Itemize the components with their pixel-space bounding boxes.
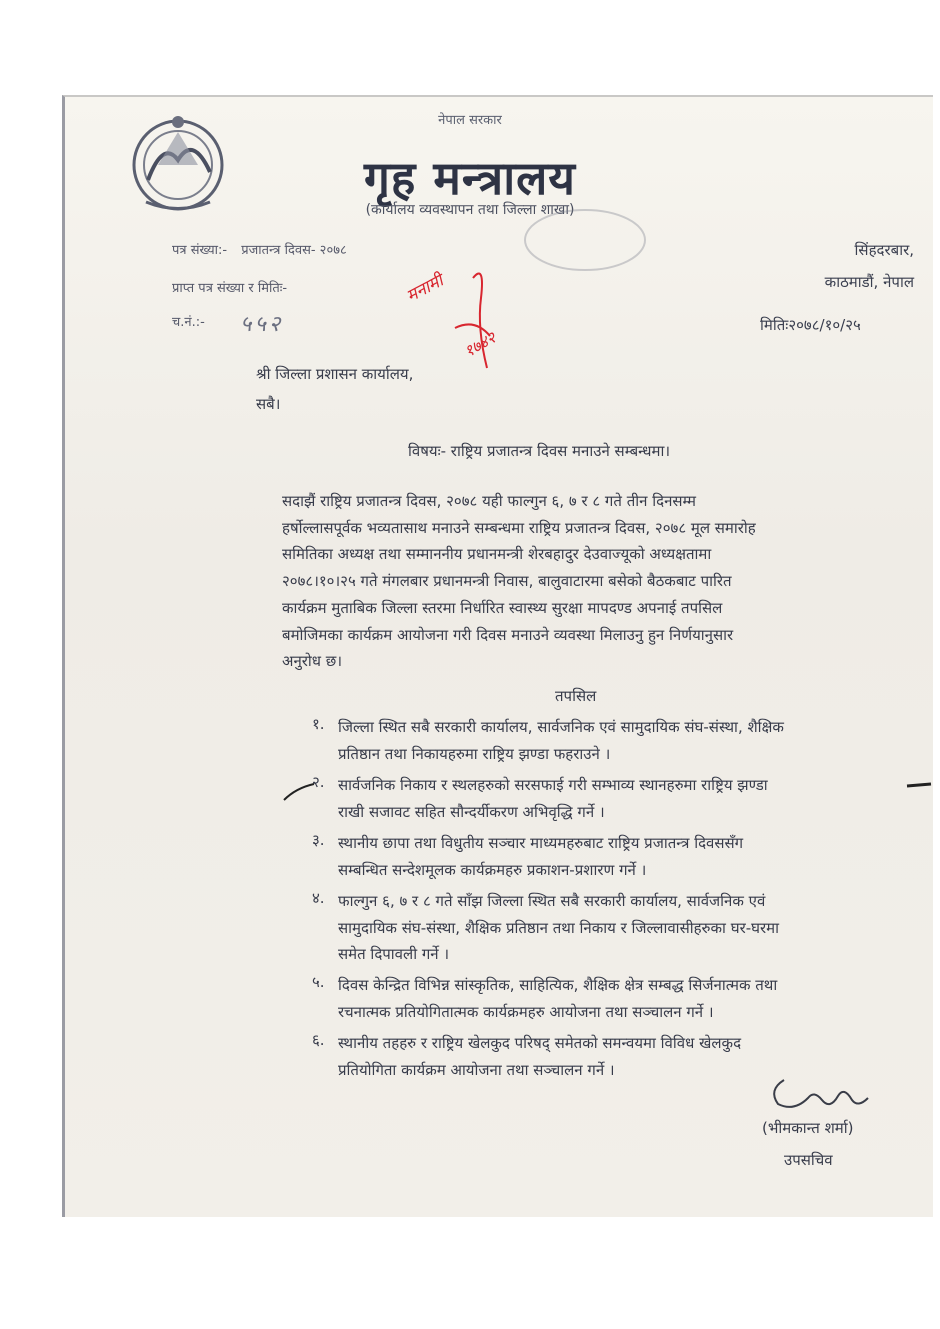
item-line: सामुदायिक संघ-संस्था, शैक्षिक प्रतिष्ठान तथा निकाय र जिल्लावासीहरुका घर-घरमा: [338, 918, 779, 937]
branch-name: (कार्यालय व्यवस्थापन तथा जिल्ला शाखा): [365, 202, 575, 218]
item-line: प्रतियोगिता कार्यक्रम आयोजना तथा सञ्चालन गर्ने ।: [338, 1060, 615, 1079]
item-line: जिल्ला स्थित सबै सरकारी कार्यालय, सार्वजनिक एवं सामुदायिक संघ-संस्था, शैक्षिक: [338, 718, 784, 736]
received-letter-label: प्राप्त पत्र संख्या र मितिः-: [172, 281, 288, 296]
red-note-word: मनामी: [403, 270, 447, 307]
item-line: प्रतिष्ठान तथा निकायहरुमा राष्ट्रिय झण्डा फहराउने ।: [338, 744, 611, 763]
address-line-2: काठमाडौं, नेपाल: [824, 273, 914, 291]
letter-date: मितिः२०७८/१०/२५: [760, 316, 861, 334]
government-name: नेपाल सरकार: [438, 113, 502, 128]
item-number: २.: [312, 773, 325, 791]
item-line: सार्वजनिक निकाय र स्थलहरुको सरसफाई गरी सम्भाव्य स्थानहरुमा राष्ट्रिय झण्डा: [338, 776, 768, 794]
item-number: ५.: [312, 973, 325, 991]
item-line: स्थानीय तहहरु र राष्ट्रिय खेलकुद परिषद् समेतको समन्वयमा विविध खेलकुद: [338, 1034, 742, 1052]
item-line: फाल्गुन ६, ७ र ८ गते साँझ जिल्ला स्थित सबै सरकारी कार्यालय, सार्वजनिक एवं: [338, 892, 766, 910]
list-item: [312, 888, 912, 968]
body-line: अनुरोध छ।: [282, 652, 342, 671]
item-line: राखी सजावट सहित सौन्दर्यीकरण अभिवृद्धि गर्ने ।: [338, 802, 605, 821]
recipient-line-1: श्री जिल्ला प्रशासन कार्यालय,: [256, 365, 414, 383]
item-number: ३.: [312, 831, 325, 849]
item-number: १.: [312, 715, 325, 733]
letter-subject: विषयः- राष्ट्रिय प्रजातन्त्र दिवस मनाउने सम्बन्धमा।: [408, 442, 671, 460]
ministry-title: गृह मन्त्रालय: [364, 151, 576, 205]
list-item: [312, 972, 912, 1026]
letter-number-value: प्रजातन्त्र दिवस- २०७८: [241, 243, 347, 258]
list-item: [312, 714, 912, 768]
item-line: दिवस केन्द्रित विभिन्न सांस्कृतिक, साहित्यिक, शैक्षिक क्षेत्र सम्बद्ध सिर्जनात्मक तथा: [338, 976, 778, 994]
dispatch-number: ५५२: [240, 312, 284, 337]
item-line: रचनात्मक प्रतियोगितात्मक कार्यक्रमहरु आयोजना तथा सञ्चालन गर्ने ।: [338, 1002, 714, 1021]
body-line: सदाझैं राष्ट्रिय प्रजातन्त्र दिवस, २०७८ यही फाल्गुन ६, ७ र ८ गते तीन दिनसम्म: [282, 492, 696, 510]
item-line: समेत दिपावली गर्ने ।: [338, 945, 450, 963]
pen-mark-icon: [905, 778, 935, 792]
pen-mark-icon: [282, 780, 318, 804]
letter-number-label: पत्र संख्या:-: [172, 243, 228, 258]
tapasil-heading: तपसिल: [555, 687, 597, 705]
dispatch-label: च.नं.:-: [172, 315, 205, 330]
item-line: स्थानीय छापा तथा विधुतीय सञ्चार माध्यमहरुबाट राष्ट्रिय प्रजातन्त्र दिवससँग: [338, 834, 744, 852]
signature-icon: [764, 1070, 874, 1120]
body-paragraph: [282, 488, 910, 675]
item-line: सम्बन्धित सन्देशमूलक कार्यक्रमहरु प्रकाशन-प्रशारण गर्ने ।: [338, 860, 647, 879]
signatory-title: उपसचिव: [784, 1151, 833, 1169]
list-item: [312, 772, 912, 826]
body-line: समितिका अध्यक्ष तथा सम्माननीय प्रधानमन्त्री शेरबहादुर देउवाज्यूको अध्यक्षतामा: [282, 545, 712, 564]
body-line: कार्यक्रम मुताबिक जिल्ला स्तरमा निर्धारित स्वास्थ्य सुरक्षा मापदण्ड अपनाई तपसिल: [282, 598, 723, 617]
red-handwritten-note: [395, 258, 555, 388]
tapasil-list: [312, 714, 912, 1084]
address-line-1: सिंहदरबार,: [854, 241, 914, 259]
recipient-line-2: सबै।: [256, 395, 281, 413]
body-line: हर्षोल्लासपूर्वक भव्यतासाथ मनाउने सम्बन्धमा राष्ट्रिय प्रजातन्त्र दिवस, २०७८ मूल समारोह: [282, 518, 756, 537]
signatory-name: (भीमकान्त शर्मा): [762, 1119, 854, 1137]
item-number: ४.: [312, 889, 325, 907]
body-line: बमोजिमका कार्यक्रम आयोजना गरी दिवस मनाउने व्यवस्था मिलाउनु हुन निर्णयानुसार: [282, 625, 734, 644]
list-item: [312, 830, 912, 884]
body-line: २०७८।१०।२५ गते मंगलबार प्रधानमन्त्री निवास, बालुवाटारमा बसेको बैठकबाट पारित: [282, 572, 732, 591]
item-number: ६.: [312, 1031, 325, 1049]
red-note-code: १७४२: [460, 327, 500, 361]
